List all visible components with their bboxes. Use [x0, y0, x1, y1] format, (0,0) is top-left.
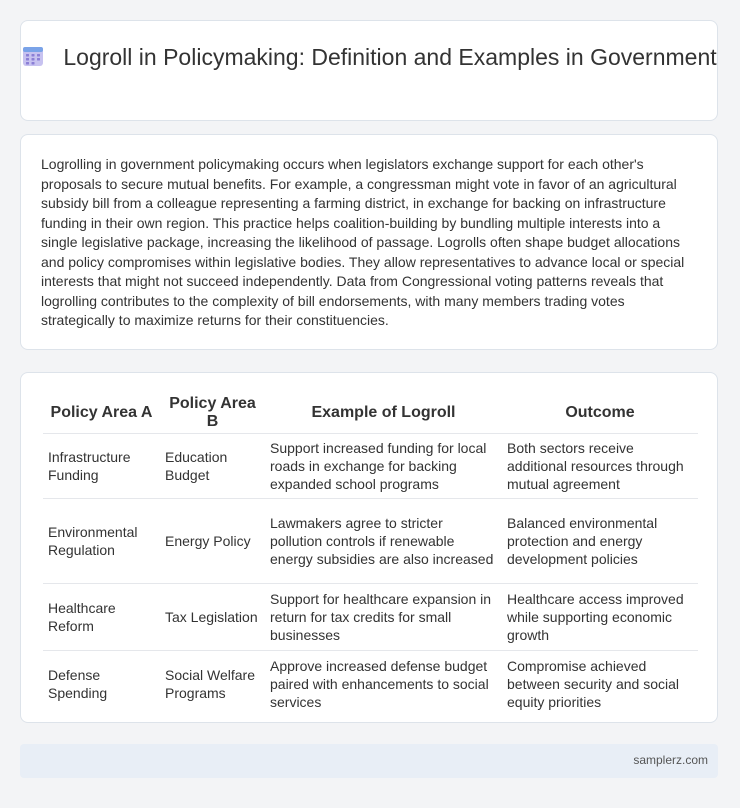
table-row	[43, 584, 698, 651]
column-header: Outcome	[502, 391, 698, 434]
table-cell: Tax Legislation	[160, 584, 265, 651]
column-header: Policy Area B	[160, 391, 265, 434]
table-row	[43, 499, 698, 584]
header-card	[20, 20, 718, 121]
table-cell: Energy Policy	[160, 499, 265, 584]
calendar-icon	[21, 44, 45, 68]
table-row	[43, 651, 698, 718]
table-cell: Healthcare Reform	[43, 584, 160, 651]
table-card	[20, 372, 718, 723]
table-header-row	[43, 391, 698, 434]
table-cell: Compromise achieved between security and social equity priorities	[507, 658, 679, 711]
page-title-wrap	[21, 43, 717, 72]
table-row	[43, 434, 698, 499]
footer	[20, 744, 718, 778]
table-cell: Support increased funding for local roads in exchange for backing expanded school programs	[265, 434, 502, 499]
footer-site-label[interactable]: samplerz.com	[633, 753, 708, 767]
intro-paragraph: Logrolling in government policymaking occurs when legislators exchange support for each other's proposals to secure mutual benefits. For example, a congressman might vote in favor of an agricultural subsidy bill from a colleague representing a farming district, in exchange for backing on infrastructure funding in their own region. This practice helps coalition-building by bundling multiple interests into a single legislative package, increasing the likelihood of passage. Logrolls often shape budget allocations and policy compromises within legislative bodies. They allow representatives to advance local or special interests that might not succeed independently. Data from Congressional voting patterns reveals that logrolling contributes to the complexity of bill endorsements, with many members trading votes strategically to maximize returns for their constituencies.	[41, 156, 685, 328]
table-cell: Support for healthcare expansion in return for tax credits for small businesses	[265, 584, 502, 651]
table-cell: Lawmakers agree to stricter pollution controls if renewable energy subsidies are also increased	[265, 499, 502, 584]
table-cell: Education Budget	[160, 434, 265, 499]
page-title: Logroll in Policymaking: Definition and Examples in Government	[63, 44, 717, 70]
column-header: Policy Area A	[43, 391, 160, 434]
table-cell: Environmental Regulation	[43, 499, 160, 584]
logroll-table	[43, 391, 698, 718]
table-cell: Social Welfare Programs	[165, 667, 256, 702]
intro-card	[20, 134, 718, 350]
table-cell: Balanced environmental protection and energy development policies	[502, 499, 698, 584]
table-cell: Defense Spending	[48, 667, 108, 702]
column-header: Example of Logroll	[265, 391, 502, 434]
table-cell: Both sectors receive additional resources through mutual agreement	[502, 434, 698, 499]
table-cell: Healthcare access improved while supporting economic growth	[502, 584, 698, 651]
table-cell: Infrastructure Funding	[43, 434, 160, 499]
table-cell: Approve increased defense budget paired with enhancements to social services	[270, 658, 489, 711]
